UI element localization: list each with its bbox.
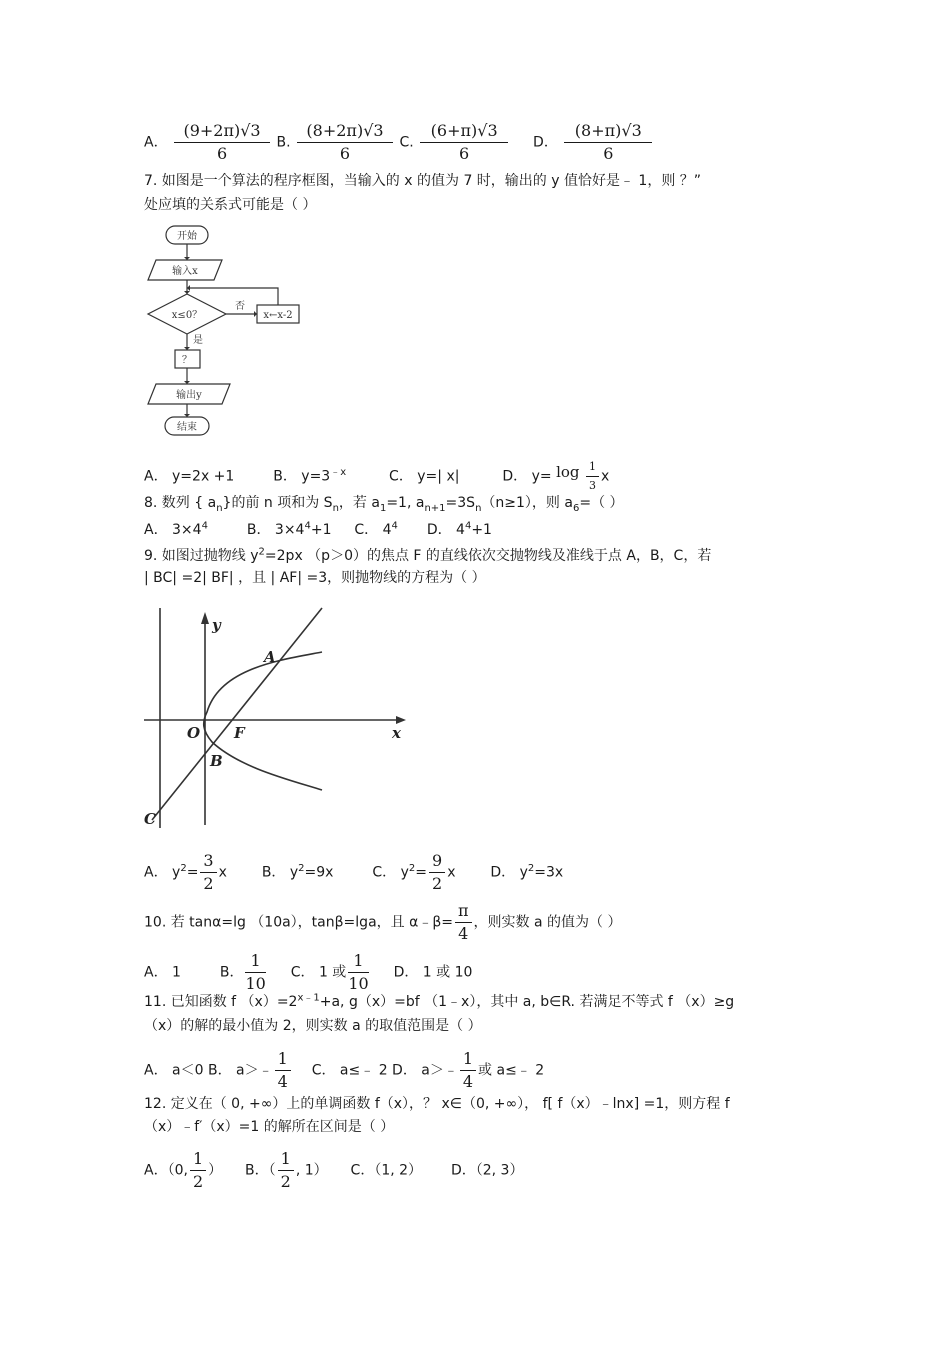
graph-label-B: B [210,752,223,770]
q6-option-b-label: B. [276,134,291,151]
q9-option-c: C． y [372,864,409,881]
q6-option-a-frac: $\frac{(9+2\pi)√3}{6}$ [174,120,270,165]
q7-log-expr: log $\frac{1}{3}$ [556,458,601,495]
q8-option-b: B． 3×4 [246,522,305,538]
q6-option-c-label: C. [399,134,414,151]
q12-stem-line1: 12. 定义在（ 0, +∞）上的单调函数 f（x），？ x∈（0, +∞）， f[ f（x）﹣lnx] =1，则方程 f [144,1096,730,1112]
graph-label-F: F [234,724,245,742]
q7-option-b: B． y=3 [273,468,331,485]
graph-label-O: O [187,724,201,742]
q8-options: A． $3\times 4^4$ B． $3\times 4^4+1$ C． $4^4$ D． $4^4+1$ [144,520,492,538]
q12-option-b: B．（ [245,1162,276,1179]
graph-label-y: y [212,616,221,634]
flow-cond-text: x≤0？ [171,310,203,321]
q10-option-c: C． 1 或 [290,964,347,981]
q7-stem-line2: 处应填的关系式可能是（ ） [144,197,317,213]
flow-output-text: 输出y [176,390,202,401]
q10-options: A． 1 B． $\frac{1}{10}$ C． 1 或 $\frac{1}{10}$ D． 1 或 10 [144,951,473,993]
q8-option-c: C． 4 [354,522,392,538]
q9-parabola-graph [140,600,415,832]
flow-start-text: 开始 [177,231,197,242]
q11-stem-line1: 11. 已知函数 f $(x)=2^{x﹣1}+a$, g（x）=bf （1﹣x），其中 a, b∈R. 若满足不等式 f （x）≥g [144,992,735,1010]
q12-option-c: C．（1, 2） [350,1162,423,1179]
q6-option-d-label: D． [533,134,558,151]
q6-options [144,120,654,165]
q11-options: A． a＜0 B． a＞﹣ $\frac{1}{4}$ C． a≤﹣ 2 D． a＞﹣ $\frac{1}{4}$ 或 a≤﹣ 2 [144,1049,545,1091]
q12-option-d: D．（2, 3） [450,1162,524,1179]
q9-option-b: B． y [261,864,299,881]
q7-options: A． y=2x +1 B． $y=3^{﹣x}$ C． y=| x| D． y= log $\frac{1}{3}$ x [144,458,609,495]
q10-option-b: B． [219,964,244,981]
flow-input-text: 输入x [172,266,198,277]
q11-option-a-b: A． a＜0 B． a＞﹣ [144,1062,273,1079]
q9-stem-line1: 9. 如图过抛物线 $y^2=2px$ （p＞0）的焦点 F 的直线依次交抛物线及准线于点 A，B，C，若 [144,546,712,564]
q7-option-c: C． y=| x| [389,468,460,485]
flow-no-text: 否 [235,301,245,312]
q6-option-d-frac: $\frac{(8+\pi)√3}{6}$ [564,120,652,165]
q7-stem-line1: 7. 如图是一个算法的程序框图，当输入的 x 的值为 7 时，输出的 y 值恰好是﹣ 1，则 ？” [144,173,702,189]
q7-flowchart [140,222,315,440]
q8-stem: 8. 数列 { $a_n$}的前 n 项和为 $S_n$，若 $a_1=1$, $a_{n+1}=3S_n(n\ge 1)$，则 $a_6=$（ ） [144,495,624,514]
q7-option-d: D． y= [502,468,552,485]
q12-stem-line2: （x）﹣f′（x）=1 的解所在区间是（ ） [144,1119,395,1135]
graph-label-A: A [264,648,276,666]
q6-option-b-frac: $\frac{(8+2\pi)√3}{6}$ [297,120,393,165]
q9-stem-line2: | BC| =2| BF| ，且 | AF| =3，则抛物线的方程为（ ） [144,570,486,586]
focal-line [152,608,322,820]
q11-stem-line2: （x）的解的最小值为 2，则实数 a 的取值范围是（ ） [144,1018,482,1034]
q6-option-c-frac: $\frac{(6+\pi)√3}{6}$ [420,120,508,165]
q12-option-a: A．（0, [144,1162,188,1179]
q10-option-d: D． 1 或 10 [393,964,473,981]
q7-option-a: A． y=2x +1 [144,468,235,485]
q10-stem: 10. 若 tanα=lg （10a），tanβ=lga，且 α﹣β= $\frac{\pi}{4}$ ，则实数 a 的值为（ ） [144,901,622,943]
q10-option-a: A． 1 [144,964,181,981]
q9-option-a: A． y [144,864,181,881]
q9-option-d: D． y [490,864,528,881]
graph-label-x: x [392,724,401,742]
flow-update-text: x←x-2 [263,310,293,321]
flow-end-text: 结束 [177,422,197,433]
q12-options: A．（0, $\frac{1}{2}$ ） B．（ $\frac{1}{2}$ , 1） C．（1, 2） D．（2, 3） [144,1149,524,1191]
q8-option-d: D． 4 [426,522,465,538]
q11-option-c-d: C． a≤﹣ 2 D． a＞﹣ [311,1062,458,1079]
flow-yes-text: 是 [193,335,203,346]
q6-option-a-label: A． [144,134,168,151]
q8-option-a: A． 3×4 [144,522,202,538]
flow-fill-text: ？ [182,355,192,366]
q9-options: A． $y^2=$ $\frac{3}{2}$ x B． $y^2=9x$ C． $y^2=$ $\frac{9}{2}$ x D． $y^2=3x$ [144,851,564,893]
graph-label-C: C [144,810,156,828]
